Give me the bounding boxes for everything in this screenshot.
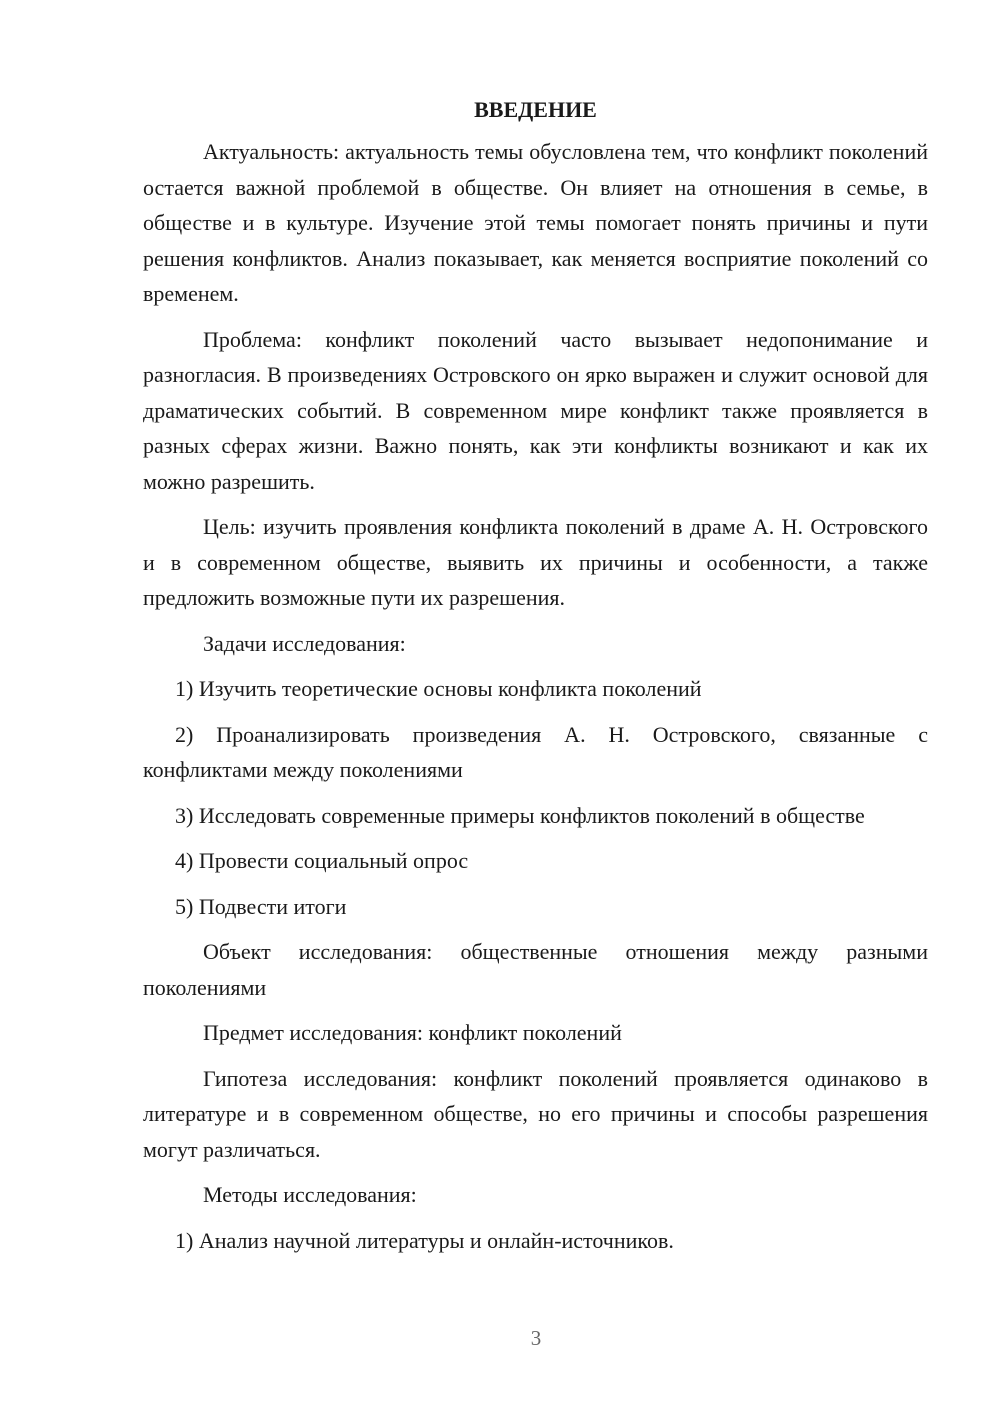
- task-item: 1) Изучить теоретические основы конфликта поколений: [175, 676, 702, 701]
- section-title: ВВЕДЕНИЕ: [474, 97, 597, 122]
- problem-paragraph: Проблема: конфликт поколений часто вызывает недопонимание и разногласия. В произведениях Островского он ярко выражен и служит основой для драматических событий. В современном мире конфликт также проявляется в разных сферах жизни. Важно понять, как эти конфликты возникают и как их можно разрешить.: [143, 326, 928, 494]
- task-item: 4) Провести социальный опрос: [175, 848, 469, 873]
- tasks-heading: Задачи исследования:: [203, 630, 406, 656]
- document-page: [143, 96, 928, 1268]
- task-item: 5) Подвести итоги: [175, 893, 347, 919]
- task-item: 2) Проанализировать произведения А. Н. Островского, связанные с конфликтами между поколениями: [143, 721, 928, 782]
- methods-heading: Методы исследования:: [203, 1182, 417, 1207]
- relevance-paragraph: Актуальность: актуальность темы обусловлена тем, что конфликт поколений остается важной проблемой в обществе. Он влияет на отношения в семье, в обществе и в культуре. Изучение этой темы помогает понять причины и пути решения конфликтов. Анализ показывает, как меняется восприятие поколений со временем.: [143, 139, 928, 306]
- method-item: 1) Анализ научной литературы и онлайн-источников.: [175, 1227, 674, 1253]
- hypothesis-paragraph: Гипотеза исследования: конфликт поколений проявляется одинаково в литературе и в современном обществе, но его причины и способы разрешения могут различаться.: [143, 1065, 928, 1162]
- goal-paragraph: Цель: изучить проявления конфликта поколений в драме А. Н. Островского и в современном обществе, выявить их причины и особенности, а также предложить возможные пути их разрешения.: [143, 514, 928, 610]
- page-number: 3: [530, 1326, 542, 1350]
- subject-paragraph: Предмет исследования: конфликт поколений: [203, 1020, 622, 1045]
- object-paragraph: Объект исследования: общественные отношения между разными поколениями: [143, 939, 928, 1000]
- task-item: 3) Исследовать современные примеры конфликтов поколений в обществе: [175, 802, 865, 828]
